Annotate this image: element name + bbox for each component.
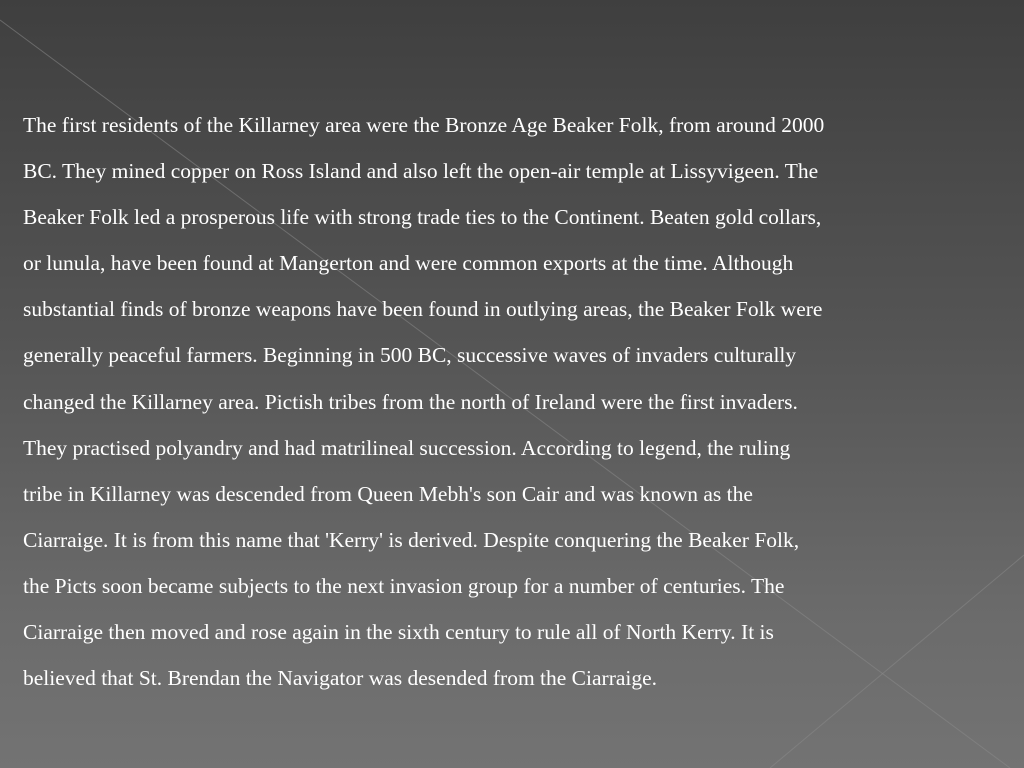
slide-body-text: The first residents of the Killarney area were the Bronze Age Beaker Folk, from around 2000 BC. They mined copper on Ross Island and also left the open-air temple at Lissyvigeen. The Beaker Folk led a prosperous life with strong trade ties to the Continent. Beaten gold collars, or lunula, have been found at Mangerton and were common exports at the time. Although substantial finds of bronze weapons have been found in outlying areas, the Beaker Folk were generally peaceful farmers. Beginning in 500 BC, successive waves of invaders culturally changed the Killarney area. Pictish tribes from the north of Ireland were the first invaders. They practised polyandry and had matrilineal succession. According to legend, the ruling tribe in Killarney was descended from Queen Mebh's son Cair and was known as the Ciarraige. It is from this name that 'Kerry' is derived. Despite conquering the Beaker Folk, the Picts soon became subjects to the next invasion group for a number of centuries. The Ciarraige then moved and rose again in the sixth century to rule all of North Kerry. It is believed that St. Brendan the Navigator was desended from the Ciarraige.	[23, 113, 825, 691]
